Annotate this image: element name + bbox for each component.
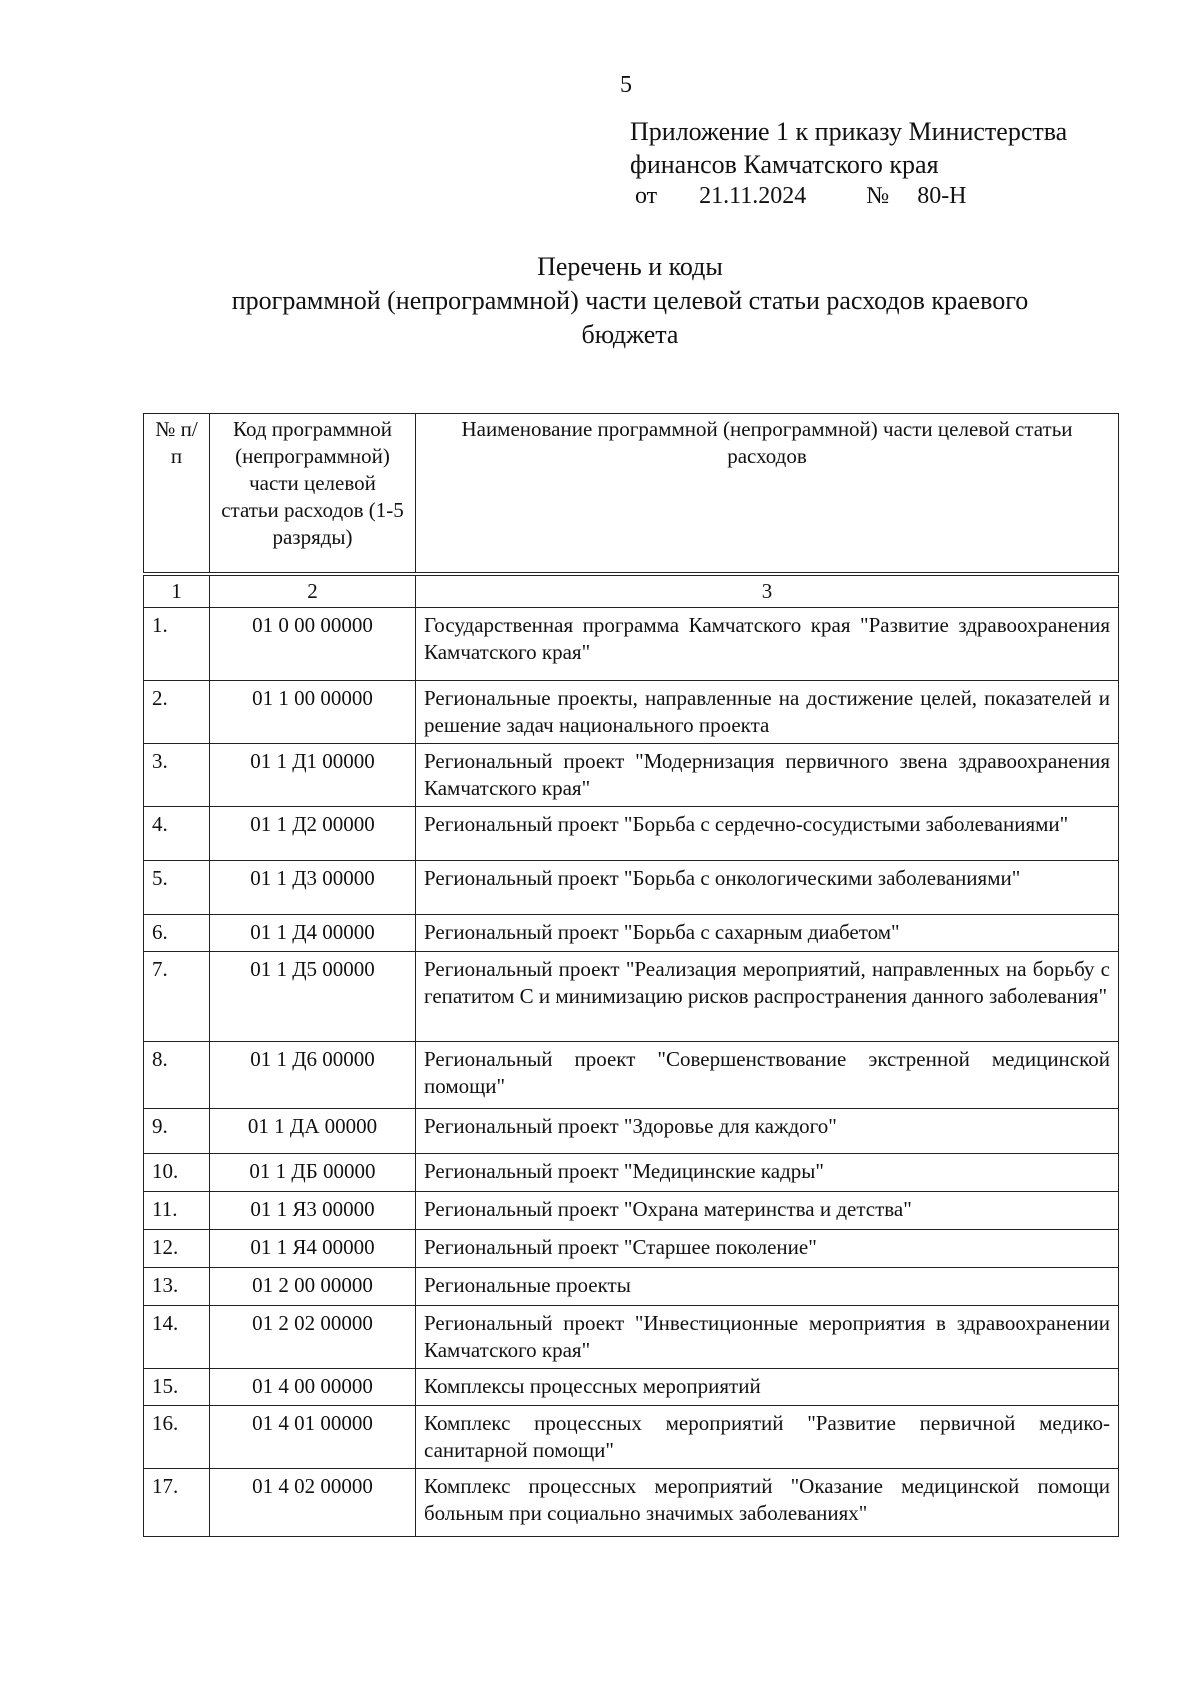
document-title [100,250,1160,352]
table-row [144,1109,1119,1154]
table-row [144,952,1119,1042]
table-row [144,807,1119,861]
table-row [144,1154,1119,1192]
column-number-2: 2 [210,574,416,608]
order-number: 80-Н [917,183,967,209]
row-code: 01 4 00 00000 [210,1369,416,1406]
row-number: 13. [144,1268,210,1306]
row-number: 11. [144,1192,210,1230]
table-row [144,1230,1119,1268]
table-header-row [144,414,1119,575]
column-number-1: 1 [144,574,210,608]
row-code: 01 1 Я3 00000 [210,1192,416,1230]
row-code: 01 1 ДА 00000 [210,1109,416,1154]
row-number: 6. [144,915,210,952]
table-row [144,744,1119,807]
row-number: 12. [144,1230,210,1268]
row-name: Региональный проект "Здоровье для каждого" [416,1109,1119,1154]
row-code: 01 1 Д3 00000 [210,861,416,915]
row-number: 10. [144,1154,210,1192]
appendix-header [630,115,1067,181]
row-name: Региональный проект "Реализация мероприятий, направленных на борьбу с гепатитом С и минимизацию рисков распространения данного заболевания" [416,952,1119,1042]
table-row [144,1192,1119,1230]
column-number-3: 3 [416,574,1119,608]
title-line-1: Перечень и коды [537,252,723,281]
header-code: Код программной (непрограммной) части целевой статьи расходов (1-5 разряды) [210,414,416,575]
page-number: 5 [620,72,632,98]
row-name: Комплекс процессных мероприятий "Оказание медицинской помощи больным при социально значимых заболеваниях" [416,1469,1119,1537]
row-name: Региональный проект "Инвестиционные мероприятия в здравоохранении Камчатского края" [416,1306,1119,1369]
table-row [144,861,1119,915]
row-code: 01 1 Я4 00000 [210,1230,416,1268]
row-code: 01 1 Д2 00000 [210,807,416,861]
row-code: 01 1 00 00000 [210,681,416,744]
row-number: 16. [144,1406,210,1469]
table-row [144,1268,1119,1306]
row-code: 01 0 00 00000 [210,608,416,681]
row-name: Комплекс процессных мероприятий "Развитие первичной медико-санитарной помощи" [416,1406,1119,1469]
row-name: Региональный проект "Совершенствование экстренной медицинской помощи" [416,1042,1119,1109]
row-name: Региональные проекты, направленные на достижение целей, показателей и решение задач национального проекта [416,681,1119,744]
row-name: Региональный проект "Борьба с сердечно-сосудистыми заболеваниями" [416,807,1119,861]
row-code: 01 1 ДБ 00000 [210,1154,416,1192]
order-reference [635,183,967,210]
row-name: Региональный проект "Модернизация первичного звена здравоохранения Камчатского края" [416,744,1119,807]
row-number: 3. [144,744,210,807]
table-row [144,1042,1119,1109]
row-name: Региональный проект "Старшее поколение" [416,1230,1119,1268]
table-row [144,1369,1119,1406]
row-code: 01 1 Д5 00000 [210,952,416,1042]
row-number: 9. [144,1109,210,1154]
row-name: Региональный проект "Борьба с сахарным диабетом" [416,915,1119,952]
row-number: 7. [144,952,210,1042]
row-code: 01 1 Д4 00000 [210,915,416,952]
row-name: Региональные проекты [416,1268,1119,1306]
table-row [144,1306,1119,1369]
row-number: 14. [144,1306,210,1369]
row-code: 01 1 Д6 00000 [210,1042,416,1109]
row-code: 01 2 00 00000 [210,1268,416,1306]
row-name: Комплексы процессных мероприятий [416,1369,1119,1406]
column-number-row [144,574,1119,608]
row-name: Региональный проект "Борьба с онкологическими заболеваниями" [416,861,1119,915]
row-number: 5. [144,861,210,915]
row-code: 01 4 02 00000 [210,1469,416,1537]
appendix-line-1: Приложение 1 к приказу Министерства [630,117,1068,146]
table-row [144,1469,1119,1537]
title-line-2: программной (непрограммной) части целевой статьи расходов краевого бюджета [231,286,1029,349]
row-name: Региональный проект "Охрана материнства и детства" [416,1192,1119,1230]
row-code: 01 4 01 00000 [210,1406,416,1469]
row-number: 15. [144,1369,210,1406]
codes-table [143,413,1119,1537]
row-name: Государственная программа Камчатского края "Развитие здравоохранения Камчатского края" [416,608,1119,681]
row-number: 1. [144,608,210,681]
row-number: 4. [144,807,210,861]
appendix-line-2: финансов Камчатского края [630,150,939,179]
row-number: 17. [144,1469,210,1537]
row-code: 01 2 02 00000 [210,1306,416,1369]
row-number: 2. [144,681,210,744]
row-code: 01 1 Д1 00000 [210,744,416,807]
table-row [144,915,1119,952]
row-number: 8. [144,1042,210,1109]
order-date: 21.11.2024 [699,183,807,209]
table-row [144,1406,1119,1469]
table-body [144,608,1119,1537]
row-name: Региональный проект "Медицинские кадры" [416,1154,1119,1192]
table-row [144,681,1119,744]
table-row [144,608,1119,681]
order-number-sign: № [866,183,890,209]
header-number: № п/п [144,414,210,575]
order-from-label: от [635,183,658,209]
header-name: Наименование программной (непрограммной) части целевой статьи расходов [416,414,1119,575]
